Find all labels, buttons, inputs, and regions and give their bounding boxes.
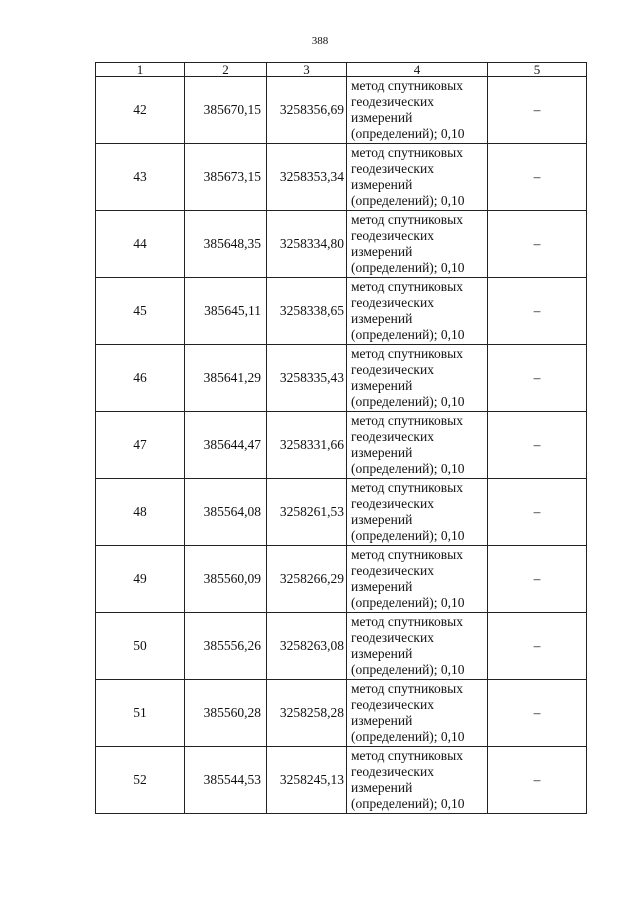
method-line: метод спутниковых	[351, 346, 463, 361]
x-coordinate-cell: 385560,28	[185, 680, 267, 747]
method-line: измерений	[351, 177, 413, 192]
method-line: геодезических	[351, 228, 434, 243]
point-number-cell: 52	[96, 747, 185, 814]
note-cell: –	[488, 345, 587, 412]
method-line: метод спутниковых	[351, 145, 463, 160]
y-coordinate-cell: 3258261,53	[267, 479, 347, 546]
point-number-cell: 42	[96, 77, 185, 144]
point-number-cell: 51	[96, 680, 185, 747]
point-number-cell: 43	[96, 144, 185, 211]
y-coordinate-cell: 3258331,66	[267, 412, 347, 479]
point-number-cell: 48	[96, 479, 185, 546]
note-cell: –	[488, 747, 587, 814]
method-line: (определений); 0,10	[351, 662, 465, 677]
method-line: метод спутниковых	[351, 614, 463, 629]
method-line: измерений	[351, 445, 413, 460]
x-coordinate-cell: 385544,53	[185, 747, 267, 814]
header-col-1: 1	[96, 63, 185, 77]
method-line: геодезических	[351, 295, 434, 310]
method-line: метод спутниковых	[351, 681, 463, 696]
table-body	[96, 77, 587, 814]
point-number-cell: 47	[96, 412, 185, 479]
x-coordinate-cell: 385644,47	[185, 412, 267, 479]
y-coordinate-cell: 3258263,08	[267, 613, 347, 680]
y-coordinate-cell: 3258245,13	[267, 747, 347, 814]
method-cell	[347, 278, 488, 345]
y-coordinate-cell: 3258334,80	[267, 211, 347, 278]
x-coordinate-cell: 385560,09	[185, 546, 267, 613]
y-coordinate-cell: 3258258,28	[267, 680, 347, 747]
method-cell	[347, 613, 488, 680]
method-line: (определений); 0,10	[351, 461, 465, 476]
method-line: геодезических	[351, 429, 434, 444]
method-cell	[347, 479, 488, 546]
method-cell	[347, 345, 488, 412]
method-line: метод спутниковых	[351, 480, 463, 495]
x-coordinate-cell: 385556,26	[185, 613, 267, 680]
point-number-cell: 45	[96, 278, 185, 345]
table-row	[96, 546, 587, 613]
y-coordinate-cell: 3258353,34	[267, 144, 347, 211]
note-cell: –	[488, 278, 587, 345]
method-line: измерений	[351, 244, 413, 259]
note-cell: –	[488, 77, 587, 144]
x-coordinate-cell: 385564,08	[185, 479, 267, 546]
method-line: метод спутниковых	[351, 413, 463, 428]
x-coordinate-cell: 385645,11	[185, 278, 267, 345]
method-line: (определений); 0,10	[351, 729, 465, 744]
table-row	[96, 345, 587, 412]
method-line: измерений	[351, 713, 413, 728]
y-coordinate-cell: 3258266,29	[267, 546, 347, 613]
method-line: измерений	[351, 378, 413, 393]
table-row	[96, 211, 587, 278]
note-cell: –	[488, 144, 587, 211]
method-line: геодезических	[351, 563, 434, 578]
method-line: измерений	[351, 780, 413, 795]
y-coordinate-cell: 3258335,43	[267, 345, 347, 412]
method-line: метод спутниковых	[351, 547, 463, 562]
method-line: измерений	[351, 646, 413, 661]
method-line: геодезических	[351, 496, 434, 511]
note-cell: –	[488, 479, 587, 546]
point-number-cell: 50	[96, 613, 185, 680]
header-col-5: 5	[488, 63, 587, 77]
header-col-4: 4	[347, 63, 488, 77]
table-row	[96, 412, 587, 479]
method-line: геодезических	[351, 630, 434, 645]
point-number-cell: 44	[96, 211, 185, 278]
method-line: (определений); 0,10	[351, 595, 465, 610]
method-line: геодезических	[351, 764, 434, 779]
table-row	[96, 77, 587, 144]
x-coordinate-cell: 385641,29	[185, 345, 267, 412]
method-line: метод спутниковых	[351, 279, 463, 294]
method-line: геодезических	[351, 362, 434, 377]
method-line: геодезических	[351, 94, 434, 109]
header-col-3: 3	[267, 63, 347, 77]
method-line: геодезических	[351, 697, 434, 712]
method-line: (определений); 0,10	[351, 394, 465, 409]
method-line: (определений); 0,10	[351, 193, 465, 208]
note-cell: –	[488, 680, 587, 747]
method-cell	[347, 412, 488, 479]
method-cell	[347, 680, 488, 747]
method-line: (определений); 0,10	[351, 528, 465, 543]
table-row	[96, 613, 587, 680]
method-line: (определений); 0,10	[351, 126, 465, 141]
x-coordinate-cell: 385648,35	[185, 211, 267, 278]
coordinates-table	[95, 62, 587, 814]
method-line: геодезических	[351, 161, 434, 176]
method-line: (определений); 0,10	[351, 796, 465, 811]
method-line: измерений	[351, 512, 413, 527]
method-line: (определений); 0,10	[351, 260, 465, 275]
y-coordinate-cell: 3258338,65	[267, 278, 347, 345]
method-cell	[347, 144, 488, 211]
point-number-cell: 49	[96, 546, 185, 613]
method-line: метод спутниковых	[351, 78, 463, 93]
x-coordinate-cell: 385673,15	[185, 144, 267, 211]
table-row	[96, 144, 587, 211]
table-row	[96, 747, 587, 814]
table-row	[96, 680, 587, 747]
note-cell: –	[488, 412, 587, 479]
table-row	[96, 479, 587, 546]
method-line: измерений	[351, 311, 413, 326]
method-cell	[347, 211, 488, 278]
method-line: метод спутниковых	[351, 748, 463, 763]
method-cell	[347, 747, 488, 814]
method-line: метод спутниковых	[351, 212, 463, 227]
note-cell: –	[488, 613, 587, 680]
method-line: (определений); 0,10	[351, 327, 465, 342]
header-row	[96, 63, 587, 77]
point-number-cell: 46	[96, 345, 185, 412]
method-cell	[347, 546, 488, 613]
method-cell	[347, 77, 488, 144]
note-cell: –	[488, 546, 587, 613]
header-col-2: 2	[185, 63, 267, 77]
method-line: измерений	[351, 579, 413, 594]
y-coordinate-cell: 3258356,69	[267, 77, 347, 144]
x-coordinate-cell: 385670,15	[185, 77, 267, 144]
note-cell: –	[488, 211, 587, 278]
page-number: 388	[311, 35, 329, 47]
method-line: измерений	[351, 110, 413, 125]
table-row	[96, 278, 587, 345]
